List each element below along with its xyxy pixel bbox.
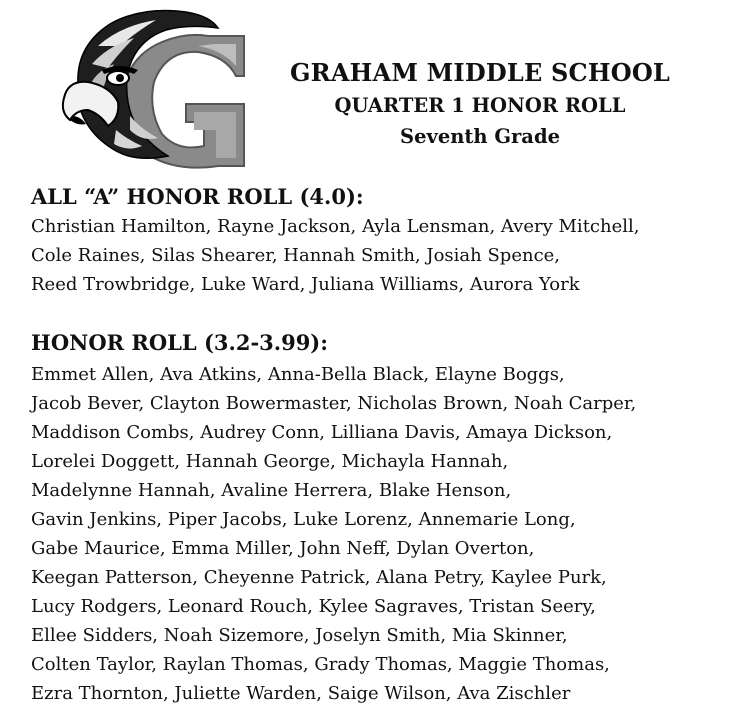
page-header bbox=[270, 56, 690, 152]
name-line: Cole Raines, Silas Shearer, Hannah Smith, Josiah Spence, bbox=[31, 245, 561, 266]
name-line: Colten Taylor, Raylan Thomas, Grady Thomas, Maggie Thomas, bbox=[31, 654, 610, 675]
name-line: Maddison Combs, Audrey Conn, Lilliana Davis, Amaya Dickson, bbox=[31, 422, 613, 443]
all-a-honor-roll-names bbox=[31, 212, 639, 299]
grade-level: Seventh Grade bbox=[400, 125, 560, 148]
name-line: Gabe Maurice, Emma Miller, John Neff, Dylan Overton, bbox=[31, 538, 535, 559]
name-line: Christian Hamilton, Rayne Jackson, Ayla Lensman, Avery Mitchell, bbox=[31, 216, 640, 237]
name-line: Madelynne Hannah, Avaline Herrera, Blake Henson, bbox=[31, 480, 512, 501]
honor-roll-subtitle: QUARTER 1 HONOR ROLL bbox=[334, 94, 626, 117]
school-logo bbox=[58, 6, 246, 170]
name-line: Reed Trowbridge, Luke Ward, Juliana Williams, Aurora York bbox=[31, 274, 580, 295]
name-line: Keegan Patterson, Cheyenne Patrick, Alana Petry, Kaylee Purk, bbox=[31, 567, 607, 588]
name-line: Jacob Bever, Clayton Bowermaster, Nicholas Brown, Noah Carper, bbox=[31, 393, 637, 414]
name-line: Lucy Rodgers, Leonard Rouch, Kylee Sagraves, Tristan Seery, bbox=[31, 596, 596, 617]
name-line: Ezra Thornton, Juliette Warden, Saige Wilson, Ava Zischler bbox=[31, 683, 571, 704]
all-a-honor-roll-heading: ALL “A” HONOR ROLL (4.0): bbox=[31, 184, 364, 209]
name-line: Ellee Sidders, Noah Sizemore, Joselyn Smith, Mia Skinner, bbox=[31, 625, 568, 646]
name-line: Lorelei Doggett, Hannah George, Michayla Hannah, bbox=[31, 451, 509, 472]
falcon-g-logo-icon bbox=[58, 6, 246, 170]
name-line: Emmet Allen, Ava Atkins, Anna-Bella Black, Elayne Boggs, bbox=[31, 364, 565, 385]
honor-roll-names bbox=[31, 360, 636, 708]
school-name: GRAHAM MIDDLE SCHOOL bbox=[289, 58, 671, 87]
name-line: Gavin Jenkins, Piper Jacobs, Luke Lorenz, Annemarie Long, bbox=[31, 509, 576, 530]
honor-roll-heading: HONOR ROLL (3.2-3.99): bbox=[31, 330, 328, 355]
